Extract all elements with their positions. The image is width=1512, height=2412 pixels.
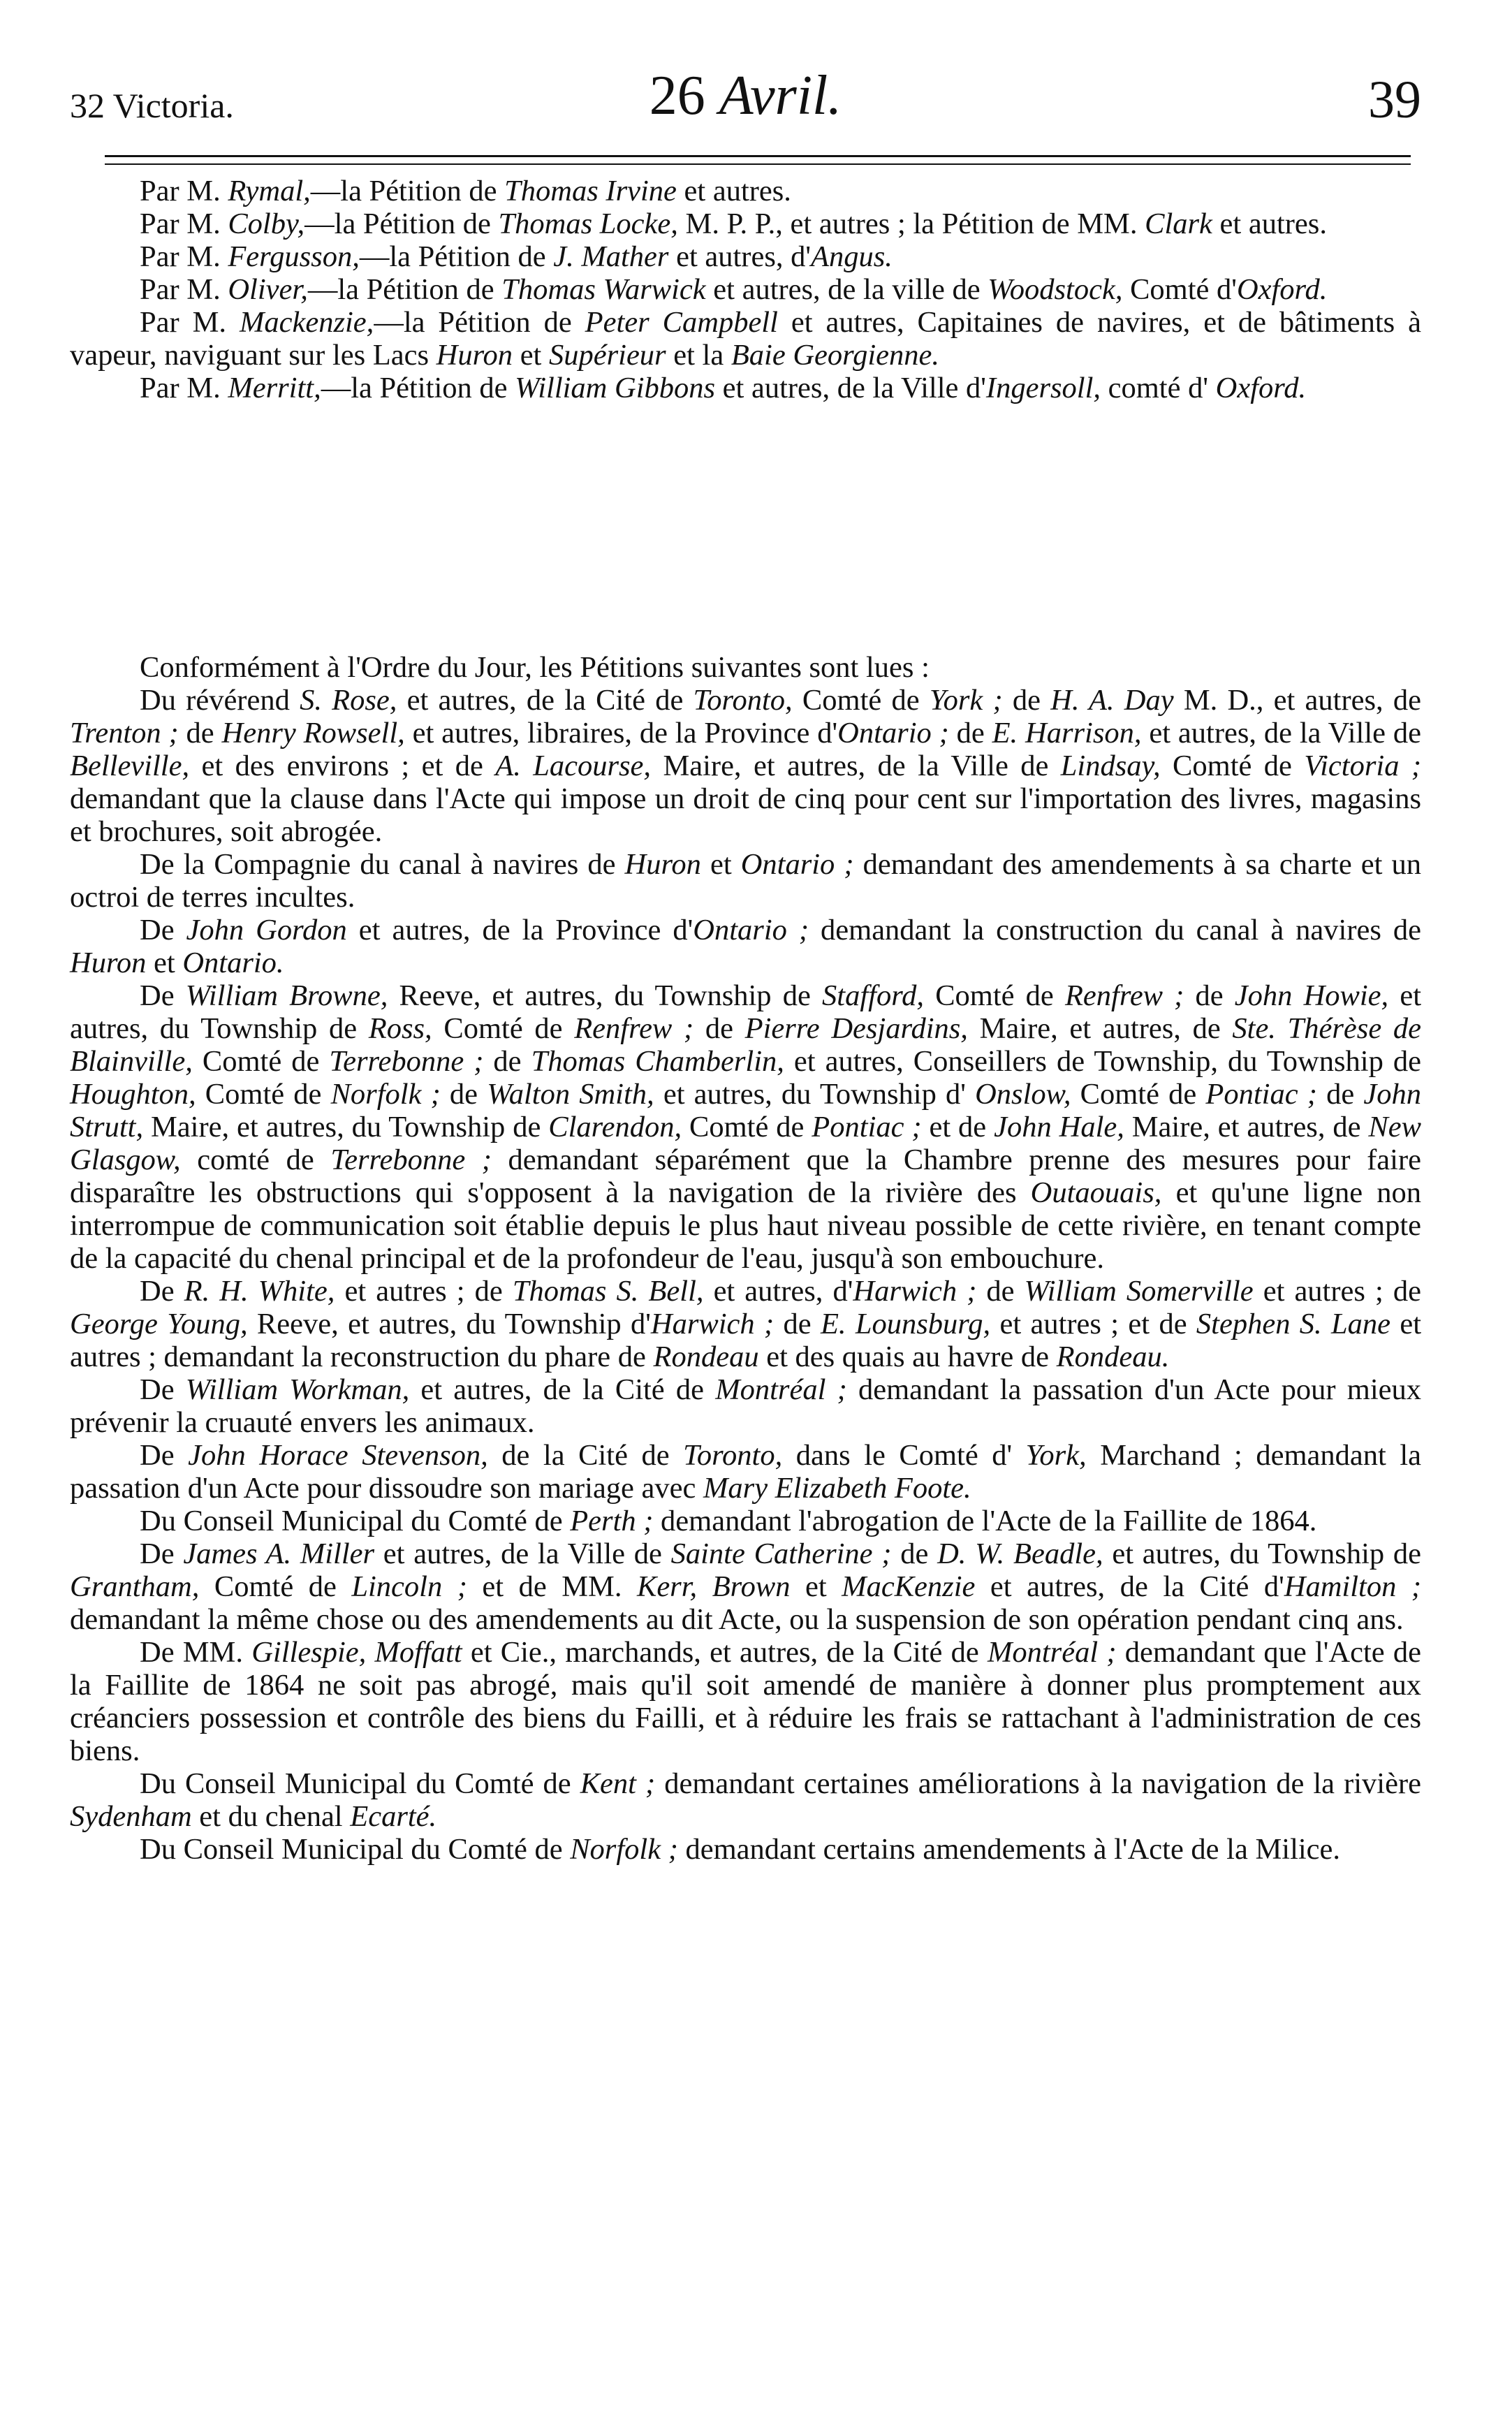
- italic-name: Lincoln ;: [351, 1570, 467, 1603]
- text-run: et des quais au havre de: [758, 1340, 1057, 1373]
- text-run: comté d': [1101, 372, 1216, 404]
- italic-name: Oxford.: [1236, 273, 1328, 306]
- text-run: et autres, de la Cité d': [975, 1570, 1284, 1603]
- italic-name: Ecarté.: [350, 1800, 437, 1833]
- italic-name: Merritt,: [228, 372, 321, 404]
- italic-name: Ste. Thérèse de Blainville,: [70, 1012, 1421, 1078]
- italic-name: Stafford,: [822, 979, 925, 1012]
- text-run: Comté de: [1071, 1078, 1206, 1111]
- text-run: Reeve, et autres, du Township de: [388, 979, 823, 1012]
- text-run: demandant des amendements à sa charte et un octroi de terres incultes.: [70, 848, 1422, 914]
- text-run: De MM.: [140, 1636, 252, 1669]
- text-run: et: [513, 339, 549, 372]
- italic-name: Huron: [436, 339, 513, 372]
- paragraph: [70, 1275, 1421, 1373]
- italic-name: William Browne,: [185, 979, 388, 1012]
- text-run: et autres.: [1212, 207, 1327, 240]
- text-run: et autres, Conseillers de Township, du Township de: [784, 1045, 1421, 1078]
- text-run: Du révérend: [140, 684, 300, 717]
- text-run: et autres, de la Ville de: [1141, 717, 1421, 750]
- italic-name: York,: [1025, 1439, 1087, 1472]
- text-run: et: [146, 946, 183, 979]
- paragraph: [70, 1439, 1421, 1505]
- paragraph: [70, 848, 1421, 914]
- text-run: Comté de: [199, 1570, 352, 1603]
- text-run: et autres, du Township de: [70, 979, 1422, 1045]
- paragraph: [70, 273, 1421, 306]
- text-run: —la Pétition de: [307, 273, 502, 306]
- text-run: dans le Comté d': [782, 1439, 1026, 1472]
- italic-name: Montréal ;: [987, 1636, 1117, 1669]
- header-session: 32 Victoria.: [70, 86, 234, 125]
- italic-name: Hamilton ;: [1284, 1570, 1421, 1603]
- italic-name: Perth ;: [570, 1505, 654, 1537]
- text-run: De: [140, 1373, 186, 1406]
- italic-name: John Gordon: [186, 914, 347, 946]
- italic-name: Rondeau.: [1056, 1340, 1170, 1373]
- text-run: De: [140, 1439, 189, 1472]
- italic-name: Ontario ;: [693, 914, 809, 946]
- header-day: 26: [649, 65, 705, 126]
- italic-name: Oliver,: [228, 273, 308, 306]
- italic-name: Rondeau: [653, 1340, 759, 1373]
- text-run: demandant la construction du canal à navires de: [809, 914, 1422, 946]
- italic-name: Peter Campbell: [585, 306, 778, 339]
- text-run: et autres, de la ville de: [705, 273, 988, 306]
- italic-name: Montréal ;: [715, 1373, 847, 1406]
- text-run: Maire, et autres, de: [967, 1012, 1233, 1045]
- text-run: Reeve, et autres, du Township d': [247, 1308, 651, 1340]
- italic-name: Thomas Irvine: [504, 175, 677, 207]
- italic-name: Rymal,: [228, 175, 311, 207]
- italic-name: Renfrew ;: [574, 1012, 694, 1045]
- text-run: et autres, de la Ville de: [374, 1537, 671, 1570]
- text-run: de: [178, 717, 222, 750]
- text-run: Maire, et autres, de la Ville de: [651, 750, 1061, 782]
- text-run: De: [140, 1537, 184, 1570]
- text-run: Du Conseil Municipal du Comté de: [140, 1505, 571, 1537]
- italic-name: Victoria ;: [1304, 750, 1422, 782]
- italic-name: Pontiac ;: [812, 1111, 922, 1143]
- italic-name: York ;: [929, 684, 1003, 717]
- italic-name: Norfolk ;: [330, 1078, 441, 1111]
- italic-name: Renfrew ;: [1064, 979, 1184, 1012]
- italic-name: Walton Smith,: [487, 1078, 654, 1111]
- italic-name: Gillespie, Moffatt: [251, 1636, 462, 1669]
- paragraph: [70, 207, 1421, 240]
- text-run: Du Conseil Municipal du Comté de: [140, 1833, 571, 1866]
- text-run: et autres ; de: [335, 1275, 513, 1308]
- text-run: —la Pétition de: [304, 207, 499, 240]
- text-run: Par M.: [140, 240, 228, 273]
- text-run: M. P. P., et autres ; la Pétition de MM.: [677, 207, 1145, 240]
- italic-name: William Somerville: [1024, 1275, 1254, 1308]
- text-run: demandant la passation d'un Acte pour mieux prévenir la cruauté envers les animaux.: [70, 1373, 1421, 1439]
- petitions-presented: [70, 175, 1421, 404]
- header-rule-thick: [105, 155, 1411, 157]
- italic-name: J. Mather: [553, 240, 669, 273]
- italic-name: Onslow,: [975, 1078, 1071, 1111]
- italic-name: D. W. Beadle,: [937, 1537, 1103, 1570]
- header-date: [70, 64, 1421, 128]
- text-run: De la Compagnie du canal à navires de: [140, 848, 625, 881]
- italic-name: Harwich ;: [650, 1308, 775, 1340]
- text-run: de la Cité de: [487, 1439, 684, 1472]
- italic-name: E. Harrison,: [992, 717, 1142, 750]
- text-run: —la Pétition de: [310, 175, 505, 207]
- header-rule-thin: [105, 163, 1411, 165]
- text-run: De: [140, 914, 186, 946]
- text-run: de: [774, 1308, 821, 1340]
- italic-name: Thomas Locke,: [498, 207, 678, 240]
- header-month: Avril.: [719, 65, 842, 126]
- italic-name: Grantham,: [70, 1570, 200, 1603]
- italic-name: Huron: [624, 848, 701, 881]
- paragraph: [70, 1833, 1421, 1866]
- paragraph: [70, 979, 1421, 1275]
- text-run: demandant séparément que la Chambre prenne des mesures pour faire disparaître les obstructions qui s'opposent à la navigation de la rivière des: [70, 1143, 1421, 1209]
- italic-name: Trenton ;: [70, 717, 179, 750]
- text-run: —la Pétition de: [374, 306, 585, 339]
- italic-name: Henry Rowsell,: [221, 717, 405, 750]
- text-run: et autres, du Township d': [654, 1078, 976, 1111]
- italic-name: Baie Georgienne.: [731, 339, 940, 372]
- italic-name: John Strutt,: [70, 1078, 1421, 1143]
- italic-name: Sainte Catherine ;: [670, 1537, 892, 1570]
- italic-name: Ontario ;: [740, 848, 854, 881]
- text-run: de: [440, 1078, 487, 1111]
- italic-name: Ontario ;: [837, 717, 949, 750]
- text-run: et autres, de la Province d': [346, 914, 693, 946]
- italic-name: John Horace Stevenson,: [188, 1439, 488, 1472]
- italic-name: E. Lounsburg,: [820, 1308, 991, 1340]
- text-run: et autres, Capitaines de navires, et de bâtiments à vapeur, naviguant sur les Lacs: [70, 306, 1421, 372]
- text-run: demandant certaines améliorations à la navigation de la rivière: [655, 1767, 1421, 1800]
- text-run: De: [140, 1275, 184, 1308]
- italic-name: Oxford.: [1215, 372, 1307, 404]
- paragraph: [70, 684, 1421, 848]
- text-run: Comté de: [1160, 750, 1305, 782]
- text-run: et autres, du Township de: [1103, 1537, 1421, 1570]
- text-run: Comté de: [192, 1045, 330, 1078]
- text-run: Du Conseil Municipal du Comté de: [140, 1767, 580, 1800]
- paragraph: [70, 651, 1421, 684]
- text-run: de: [1002, 684, 1051, 717]
- paragraph: [70, 240, 1421, 273]
- text-run: demandant certains amendements à l'Acte de la Milice.: [677, 1833, 1341, 1866]
- italic-name: Harwich ;: [853, 1275, 977, 1308]
- italic-name: Houghton,: [70, 1078, 196, 1111]
- text-run: Conformément à l'Ordre du Jour, les Pétitions suivantes sont lues :: [140, 651, 930, 684]
- italic-name: A. Lacourse,: [495, 750, 652, 782]
- text-run: Comté de: [682, 1111, 812, 1143]
- text-run: et autres, de la Ville d': [715, 372, 986, 404]
- text-run: et autres, de la Cité de: [409, 1373, 716, 1406]
- text-run: et: [790, 1570, 842, 1603]
- italic-name: Supérieur: [548, 339, 666, 372]
- italic-name: Kent ;: [580, 1767, 656, 1800]
- text-run: comté de: [180, 1143, 331, 1176]
- italic-name: Huron: [70, 946, 147, 979]
- text-run: et autres.: [676, 175, 791, 207]
- text-run: et la: [666, 339, 731, 372]
- paragraph: [70, 1767, 1421, 1833]
- paragraph: [70, 1373, 1421, 1439]
- text-run: et des environs ; et de: [189, 750, 496, 782]
- text-run: et autres, libraires, de la Province d': [404, 717, 838, 750]
- italic-name: Pierre Desjardins,: [744, 1012, 968, 1045]
- text-run: et qu'une ligne non interrompue de communication soit établie depuis le plus haut niveau possible de cette rivière, en tenant compte de la capacité du chenal principal et de la profondeur de l'eau, jusqu'à son embouchure.: [70, 1176, 1422, 1275]
- italic-name: Sydenham: [70, 1800, 192, 1833]
- italic-name: Terrebonne ;: [329, 1045, 484, 1078]
- italic-name: Ontario.: [182, 946, 284, 979]
- italic-name: Clark: [1145, 207, 1212, 240]
- italic-name: Fergusson,: [228, 240, 360, 273]
- text-run: demandant que l'Acte de la Faillite de 1864 ne soit pas abrogé, mais qu'il soit amendé de manière à donner plus promptement aux créanciers possession et contrôle des biens du Failli, et à réduire les frais se rattachant à l'administration de ces biens.: [70, 1636, 1421, 1767]
- text-run: Par M.: [140, 372, 228, 404]
- text-run: demandant l'abrogation de l'Acte de la Faillite de 1864.: [653, 1505, 1317, 1537]
- text-run: et: [700, 848, 741, 881]
- italic-name: Toronto,: [693, 684, 793, 717]
- text-run: Par M.: [140, 175, 228, 207]
- text-run: et autres ; et de: [990, 1308, 1196, 1340]
- text-run: et du chenal: [191, 1800, 351, 1833]
- text-run: et Cie., marchands, et autres, de la Cité de: [462, 1636, 988, 1669]
- paragraph: [70, 914, 1421, 979]
- text-run: et autres, d': [703, 1275, 853, 1308]
- text-run: —la Pétition de: [321, 372, 515, 404]
- paragraph: [70, 1636, 1421, 1767]
- italic-name: Ingersoll,: [985, 372, 1101, 404]
- text-run: et autres, de la Cité de: [397, 684, 693, 717]
- text-run: Comté de: [196, 1078, 331, 1111]
- italic-name: H. A. Day: [1050, 684, 1174, 717]
- text-run: demandant que la clause dans l'Acte qui impose un droit de cinq pour cent sur l'importation des livres, magasins et brochures, soit abrogée.: [70, 782, 1421, 848]
- italic-name: S. Rose,: [300, 684, 397, 717]
- text-run: et de: [921, 1111, 994, 1143]
- italic-name: Mary Elizabeth Foote.: [703, 1472, 971, 1505]
- italic-name: Lindsay,: [1060, 750, 1161, 782]
- italic-name: James A. Miller: [183, 1537, 375, 1570]
- italic-name: John Hale,: [994, 1111, 1124, 1143]
- text-run: et de MM.: [467, 1570, 637, 1603]
- italic-name: Outaouais,: [1030, 1176, 1162, 1209]
- text-run: de: [693, 1012, 745, 1045]
- italic-name: Mackenzie,: [239, 306, 374, 339]
- paragraph: [70, 1537, 1421, 1636]
- text-run: et autres ; de: [1253, 1275, 1421, 1308]
- paragraph: [70, 372, 1421, 404]
- italic-name: Belleville,: [70, 750, 190, 782]
- italic-name: Pontiac ;: [1205, 1078, 1317, 1111]
- text-run: de: [1184, 979, 1235, 1012]
- text-run: Par M.: [140, 273, 228, 306]
- page-number: 39: [1368, 71, 1421, 129]
- text-run: de: [948, 717, 992, 750]
- paragraph: [70, 306, 1421, 372]
- italic-name: Clarendon,: [548, 1111, 682, 1143]
- italic-name: Norfolk ;: [570, 1833, 678, 1866]
- italic-name: Toronto,: [683, 1439, 783, 1472]
- text-run: Comté de: [432, 1012, 575, 1045]
- italic-name: Angus.: [811, 240, 893, 273]
- text-run: Maire, et autres, du Township de: [143, 1111, 549, 1143]
- text-run: et autres ; demandant la reconstruction du phare de: [70, 1308, 1422, 1373]
- italic-name: Kerr, Brown: [636, 1570, 791, 1603]
- italic-name: New Glasgow,: [70, 1111, 1421, 1176]
- text-run: de: [976, 1275, 1025, 1308]
- italic-name: George Young,: [70, 1308, 248, 1340]
- italic-name: R. H. White,: [184, 1275, 335, 1308]
- text-run: Comté d': [1122, 273, 1237, 306]
- text-run: Maire, et autres, de: [1124, 1111, 1369, 1143]
- text-run: demandant la même chose ou des amendements au dit Acte, ou la suspension de son opération pendant cinq ans.: [70, 1603, 1404, 1636]
- page-header: [70, 64, 1421, 141]
- petitions-read: [70, 651, 1421, 1866]
- italic-name: Thomas Chamberlin,: [531, 1045, 784, 1078]
- italic-name: Ross,: [368, 1012, 432, 1045]
- italic-name: Woodstock,: [988, 273, 1123, 306]
- italic-name: MacKenzie: [842, 1570, 976, 1603]
- text-run: Comté de: [924, 979, 1065, 1012]
- italic-name: John Howie,: [1234, 979, 1389, 1012]
- italic-name: Thomas S. Bell,: [512, 1275, 704, 1308]
- italic-name: Thomas Warwick: [501, 273, 706, 306]
- text-run: —la Pétition de: [359, 240, 554, 273]
- text-run: de: [1316, 1078, 1364, 1111]
- text-run: M. D., et autres, de: [1173, 684, 1421, 717]
- text-run: De: [140, 979, 186, 1012]
- italic-name: Stephen S. Lane: [1196, 1308, 1390, 1340]
- text-run: de: [891, 1537, 938, 1570]
- paragraph: [70, 1505, 1421, 1537]
- text-run: Marchand ; demandant la passation d'un Acte pour dissoudre son mariage avec: [70, 1439, 1421, 1505]
- paragraph: [70, 175, 1421, 207]
- italic-name: Colby,: [228, 207, 305, 240]
- italic-name: Terrebonne ;: [330, 1143, 492, 1176]
- text-run: Par M.: [140, 207, 228, 240]
- text-run: de: [483, 1045, 531, 1078]
- italic-name: William Gibbons: [515, 372, 716, 404]
- italic-name: William Workman,: [185, 1373, 410, 1406]
- text-run: Comté de: [792, 684, 930, 717]
- text-run: et autres, d': [668, 240, 812, 273]
- text-run: Par M.: [140, 306, 240, 339]
